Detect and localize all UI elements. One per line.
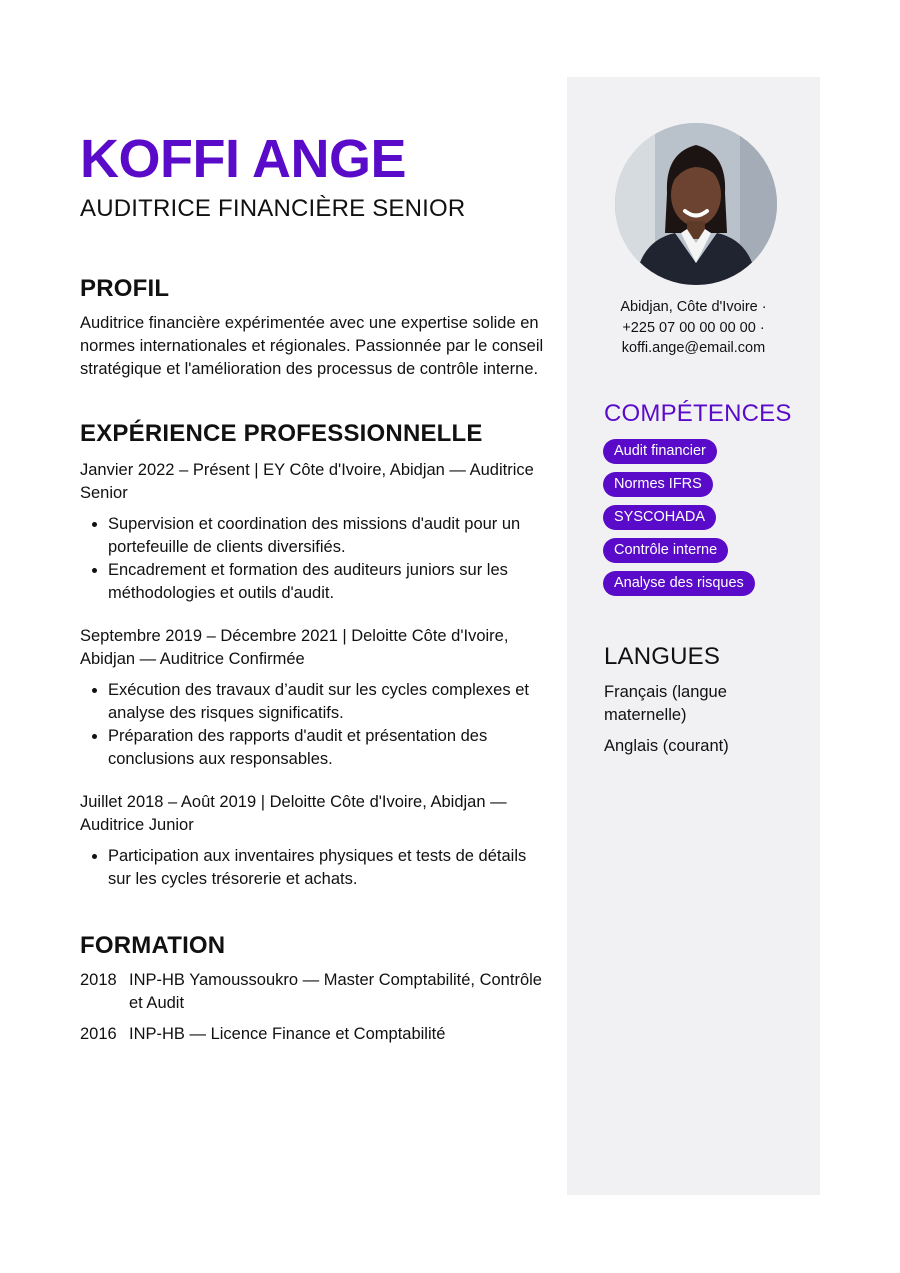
job-entry [80,791,550,891]
job-header: Janvier 2022 – Présent | EY Côte d'Ivoire, Abidjan — Auditrice Senior [80,461,534,502]
contact-location: Abidjan, Côte d'Ivoire · [620,299,767,315]
languages-list [604,681,794,766]
contact-info [567,297,820,359]
language-item: Anglais (courant) [604,737,729,755]
job-entry [80,625,550,771]
profile-text: Auditrice financière expérimentée avec une expertise solide en normes internationales et régionales. Passionnée par le conseil stratégique et l'amélioration des processus de contrôle interne. [80,314,544,378]
skills-list [603,439,755,604]
education-entry [80,1023,550,1046]
skill-badge: Normes IFRS [603,472,713,497]
job-bullet: • Participation aux inventaires physiques et tests de détails sur les cycles trésorerie et achats. [108,845,550,891]
job-bullets [80,679,550,771]
job-bullet: • Exécution des travaux d’audit sur les cycles complexes et analyse des risques significatifs. [108,679,550,725]
job-bullet: • Supervision et coordination des missions d'audit pour un portefeuille de clients diversifiés. [108,513,550,559]
contact-email[interactable]: koffi.ange@email.com [621,340,766,356]
skills-heading: COMPÉTENCES [604,400,792,427]
experience-section [80,419,550,891]
candidate-name: KOFFI ANGE [80,129,406,189]
education-year: 2018 [80,971,117,989]
profile-heading: PROFIL [80,275,170,302]
skill-badge: Contrôle interne [603,538,728,563]
profile-section [80,274,550,381]
job-bullets [80,845,550,891]
education-text: INP-HB — Licence Finance et Comptabilité [129,1025,446,1043]
main-column [80,128,550,1046]
education-section [80,931,550,1046]
contact-phone: +225 07 00 00 00 00 · [622,319,765,336]
job-bullets [80,513,550,605]
job-title: AUDITRICE FINANCIÈRE SENIOR [80,195,466,222]
education-text: INP-HB Yamoussoukro — Master Comptabilité, Contrôle et Audit [129,971,542,1012]
skill-badge: Audit financier [603,439,717,464]
language-item: Français (langue maternelle) [604,683,727,724]
profile-photo [615,123,777,285]
skill-badge: SYSCOHADA [603,505,716,530]
languages-heading: LANGUES [604,643,721,670]
job-header: Septembre 2019 – Décembre 2021 | Deloitte Côte d'Ivoire, Abidjan — Auditrice Confirmée [80,627,509,668]
experience-heading: EXPÉRIENCE PROFESSIONNELLE [80,420,483,447]
job-entry [80,459,550,605]
education-entry [80,969,550,1015]
skill-badge: Analyse des risques [603,571,755,596]
job-header: Juillet 2018 – Août 2019 | Deloitte Côte d'Ivoire, Abidjan — Auditrice Junior [80,793,507,834]
job-bullet: • Encadrement et formation des auditeurs juniors sur les méthodologies et outils d'audit. [108,559,550,605]
education-heading: FORMATION [80,932,226,959]
sidebar [567,77,820,1195]
education-year: 2016 [80,1025,117,1043]
job-bullet: • Préparation des rapports d'audit et présentation des conclusions aux responsables. [108,725,550,771]
portrait-illustration [615,123,777,285]
